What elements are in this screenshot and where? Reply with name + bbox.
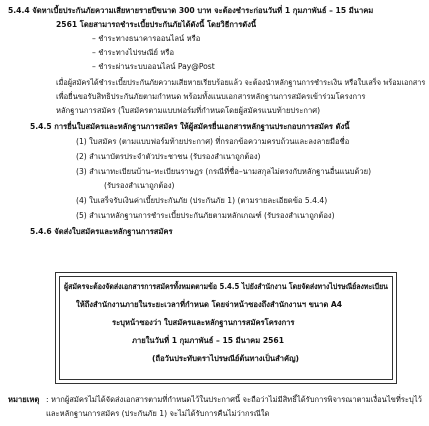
section-5-4-4-heading-cont: 2561 โดยสามารถชำระเบี้ยประกันภัยได้ดังนี้ โดยวิธีการดังนี้ <box>56 20 257 29</box>
document-item-5: (5) สำเนาหลักฐานการชำระเบี้ยประกันภัยตามหลักเกณฑ์ (รับรองสำเนาถูกต้อง) <box>76 211 335 220</box>
payment-note-line-1: เมื่อผู้สมัครได้ชำระเบี้ยประกันภัยความเสียหายเรียบร้อยแล้ว จะต้องนำหลักฐานการชำระเงิน หรือใบเสร็จ พร้อมเอกสาร <box>56 78 426 87</box>
section-5-4-4-heading: 5.4.4 จัดหาเบี้ยประกันภัยความเสียหายรายปีขนาด 300 บาท จะต้องชำระก่อนวันที่ 1 กุมภาพันธ์ – 15 มีนาคม <box>8 6 374 15</box>
document-item-2: (2) สำเนาบัตรประจำตัวประชาชน (รับรองสำเนาถูกต้อง) <box>76 152 261 161</box>
payment-option-bank: – ชำระทางธนาคารออนไลน์ หรือ <box>92 34 201 43</box>
payment-note-line-3: หลักฐานการสมัคร (ใบสมัครตามแบบฟอร์มที่กำหนดโดยผู้สมัครแนบท้ายประกาศ) <box>56 106 321 115</box>
document-item-4: (4) ใบเสร็จรับเงินค่าเบี้ยประกันภัย (ประกันภัย 1) (ตามรายละเอียดข้อ 5.4.4) <box>76 196 328 205</box>
document-item-3-cont: (รับรองสำเนาถูกต้อง) <box>104 181 175 190</box>
submission-notice-box <box>55 272 397 384</box>
footer-note-line-1: : หากผู้สมัครไม่ได้จัดส่งเอกสารตามที่กำหนดไว้ในประกาศนี้ จะถือว่าไม่มีสิทธิ์ได้รับการพิจารณาตามเงื่อนไขที่ระบุไว้ <box>46 395 422 404</box>
document-item-3: (3) สำเนาทะเบียนบ้าน–ทะเบียนราษฎร (กรณีที่ชื่อ–นามสกุลไม่ตรงกับหลักฐานอื่นแนบด้วย) <box>76 167 372 176</box>
payment-option-post: – ชำระทางไปรษณีย์ หรือ <box>92 48 175 57</box>
payment-option-online: – ชำระผ่านระบบออนไลน์ Pay@Post <box>92 62 215 71</box>
footer-note-label: หมายเหตุ <box>8 395 40 404</box>
notice-line-1: ผู้สมัครจะต้องจัดส่งเอกสารการสมัครทั้งหมดตามข้อ 5.4.5 ไปยังสำนักงาน โดยจัดส่งทางไปรษณีย์ลงทะเบียน <box>64 282 388 291</box>
section-5-4-5-heading: 5.4.5 การยื่นใบสมัครและหลักฐานการสมัคร ให้ผู้สมัครยื่นเอกสารหลักฐานประกอบการสมัคร ดังนี้ <box>30 122 350 131</box>
footer-note-line-2: และหลักฐานการสมัคร (ประกันภัย 1) จะไม่ได้รับการคืนไม่ว่ากรณีใด <box>46 409 270 418</box>
notice-line-2: ให้ถึงสำนักงานภายในระยะเวลาที่กำหนด โดยจ่าหน้าซองถึงสำนักงานฯ ขนาด A4 <box>76 300 343 309</box>
payment-note-line-2: เพื่อยื่นขอรับสิทธิประกันภัยตามกำหนด พร้อมทั้งแนบเอกสารหลักฐานการสมัครเข้าร่วมโครงการ <box>56 92 366 101</box>
section-5-4-6-heading: 5.4.6 จัดส่งใบสมัครและหลักฐานการสมัคร <box>30 227 173 236</box>
notice-line-4: ภายในวันที่ 1 กุมภาพันธ์ – 15 มีนาคม 2561 <box>132 336 284 345</box>
notice-line-3: ระบุหน้าซองว่า ใบสมัครและหลักฐานการสมัครโครงการ <box>112 318 295 327</box>
notice-line-5: (ถือวันประทับตราไปรษณีย์ต้นทางเป็นสำคัญ) <box>152 354 300 363</box>
document-item-1: (1) ใบสมัคร (ตามแบบฟอร์มท้ายประกาศ) ที่กรอกข้อความครบถ้วนและลงลายมือชื่อ <box>76 137 350 146</box>
submission-notice-inner-frame <box>59 276 393 380</box>
